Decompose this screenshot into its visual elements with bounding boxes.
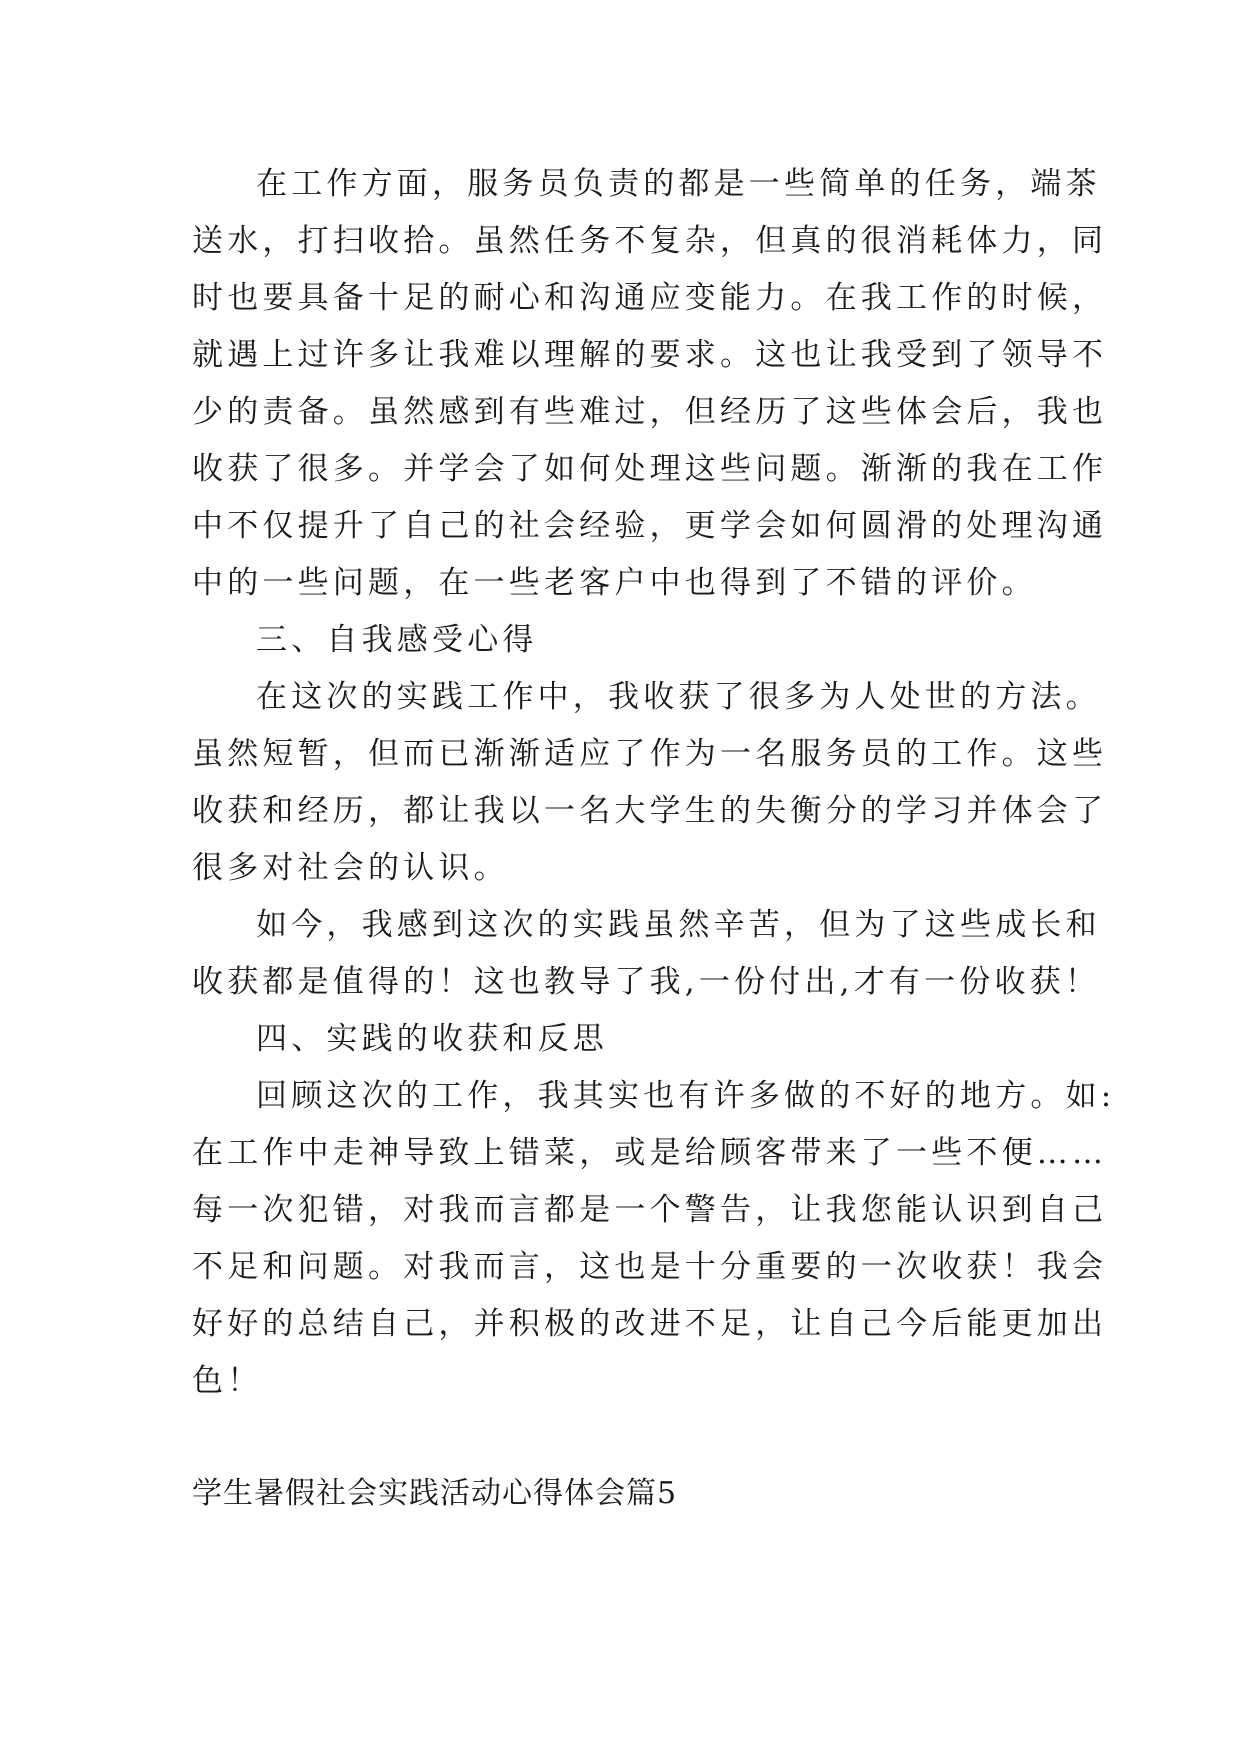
paragraph-line: 送水，打扫收拾。虽然任务不复杂，但真的很消耗体力，同 [192,223,1108,259]
paragraph-line: 在这次的实践工作中，我收获了很多为人处世的方法。 [256,679,1101,715]
paragraph-line: 每一次犯错，对我而言都是一个警告，让我您能认识到自己 [192,1192,1108,1228]
section-heading: 四、实践的收获和反思 [256,1021,608,1057]
paragraph-line: 不足和问题。对我而言，这也是十分重要的一次收获！我会 [192,1249,1108,1285]
paragraph-line: 很多对社会的认识。 [192,850,509,886]
next-article-title: 学生暑假社会实践活动心得体会篇5 [192,1476,678,1511]
paragraph-line: 中的一些问题，在一些老客户中也得到了不错的评价。 [192,565,1037,601]
paragraph-line: 时也要具备十足的耐心和沟通应变能力。在我工作的时候， [192,280,1108,316]
paragraph-line: 中不仅提升了自己的社会经验，更学会如何圆滑的处理沟通 [192,508,1108,544]
paragraph-line: 虽然短暂，但而已渐渐适应了作为一名服务员的工作。这些 [192,736,1108,772]
paragraph-line: 就遇上过许多让我难以理解的要求。这也让我受到了领导不 [192,337,1108,373]
section-heading: 三、自我感受心得 [256,622,538,658]
paragraph-line: 在工作方面，服务员负责的都是一些简单的任务，端茶 [256,166,1101,202]
paragraph-line: 色！ [192,1363,263,1399]
paragraph-line: 收获都是值得的！这也教导了我,一份付出,才有一份收获！ [192,964,1101,1000]
paragraph-line: 收获和经历，都让我以一名大学生的失衡分的学习并体会了 [192,793,1108,829]
paragraph-line: 回顾这次的工作，我其实也有许多做的不好的地方。如: [256,1078,1116,1114]
paragraph-line: 如今，我感到这次的实践虽然辛苦，但为了这些成长和 [256,907,1101,943]
paragraph-line: 好好的总结自己，并积极的改进不足，让自己今后能更加出 [192,1306,1108,1342]
paragraph-line: 收获了很多。并学会了如何处理这些问题。渐渐的我在工作 [192,451,1108,487]
paragraph-line: 少的责备。虽然感到有些难过，但经历了这些体会后，我也 [192,394,1108,430]
paragraph-line: 在工作中走神导致上错菜，或是给顾客带来了一些不便…… [192,1135,1108,1171]
